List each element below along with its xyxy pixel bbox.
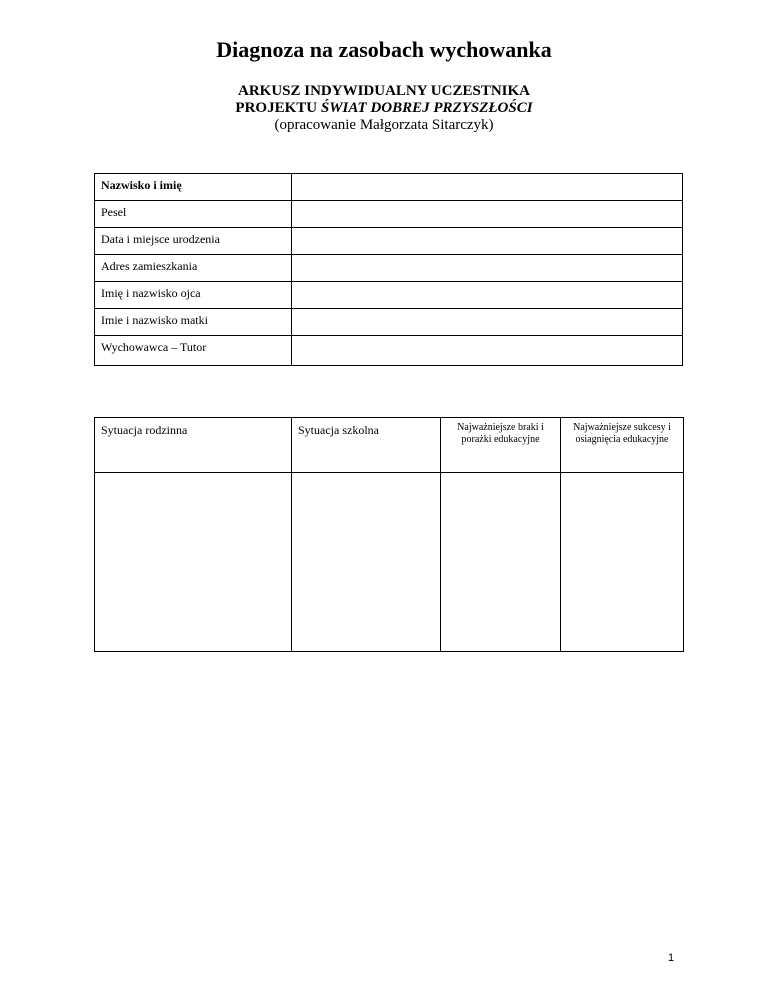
header-successes: Najważniejsze sukcesy i osiagnięcia edukacyjne xyxy=(561,418,684,473)
cell-failures[interactable] xyxy=(441,473,561,652)
row-label-name: Nazwisko i imię xyxy=(95,174,292,201)
document-title: Diagnoza na zasobach wychowanka xyxy=(216,37,552,62)
subtitle-prefix: PROJEKTU xyxy=(235,100,321,116)
project-name: ŚWIAT DOBREJ PRZYSZŁOŚCI xyxy=(320,100,533,116)
subtitle-line-1: ARKUSZ INDYWIDUALNY UCZESTNIKA xyxy=(238,83,530,99)
table-row xyxy=(95,282,683,309)
table-row xyxy=(95,336,683,366)
row-label-pesel: Pesel xyxy=(95,201,292,228)
row-label-address: Adres zamieszkania xyxy=(95,255,292,282)
row-label-tutor: Wychowawca – Tutor xyxy=(95,336,292,366)
page-number: 1 xyxy=(668,952,675,964)
table-row xyxy=(95,228,683,255)
row-label-mother: Imie i nazwisko matki xyxy=(95,309,292,336)
table-row xyxy=(95,174,683,201)
header-failures: Najważniejsze braki i porażki edukacyjne xyxy=(441,418,561,473)
subtitle-author: (opracowanie Małgorzata Sitarczyk) xyxy=(274,117,494,133)
row-label-father: Imię i nazwisko ojca xyxy=(95,282,292,309)
row-label-birth: Data i miejsce urodzenia xyxy=(95,228,292,255)
subtitle-block xyxy=(0,83,768,134)
row-value-birth[interactable] xyxy=(292,228,683,255)
row-value-father[interactable] xyxy=(292,282,683,309)
table-row xyxy=(95,309,683,336)
row-value-tutor[interactable] xyxy=(292,336,683,366)
table-row xyxy=(95,473,684,652)
cell-school-situation[interactable] xyxy=(292,473,441,652)
row-value-pesel[interactable] xyxy=(292,201,683,228)
row-value-name[interactable] xyxy=(292,174,683,201)
table-header-row xyxy=(95,418,684,473)
row-value-address[interactable] xyxy=(292,255,683,282)
header-family-situation: Sytuacja rodzinna xyxy=(95,418,292,473)
subtitle-line-2 xyxy=(0,100,768,117)
row-value-mother[interactable] xyxy=(292,309,683,336)
table-row xyxy=(95,255,683,282)
header-school-situation: Sytuacja szkolna xyxy=(292,418,441,473)
cell-family-situation[interactable] xyxy=(95,473,292,652)
cell-successes[interactable] xyxy=(561,473,684,652)
personal-data-table xyxy=(94,173,683,366)
situation-table xyxy=(94,417,684,652)
table-row xyxy=(95,201,683,228)
